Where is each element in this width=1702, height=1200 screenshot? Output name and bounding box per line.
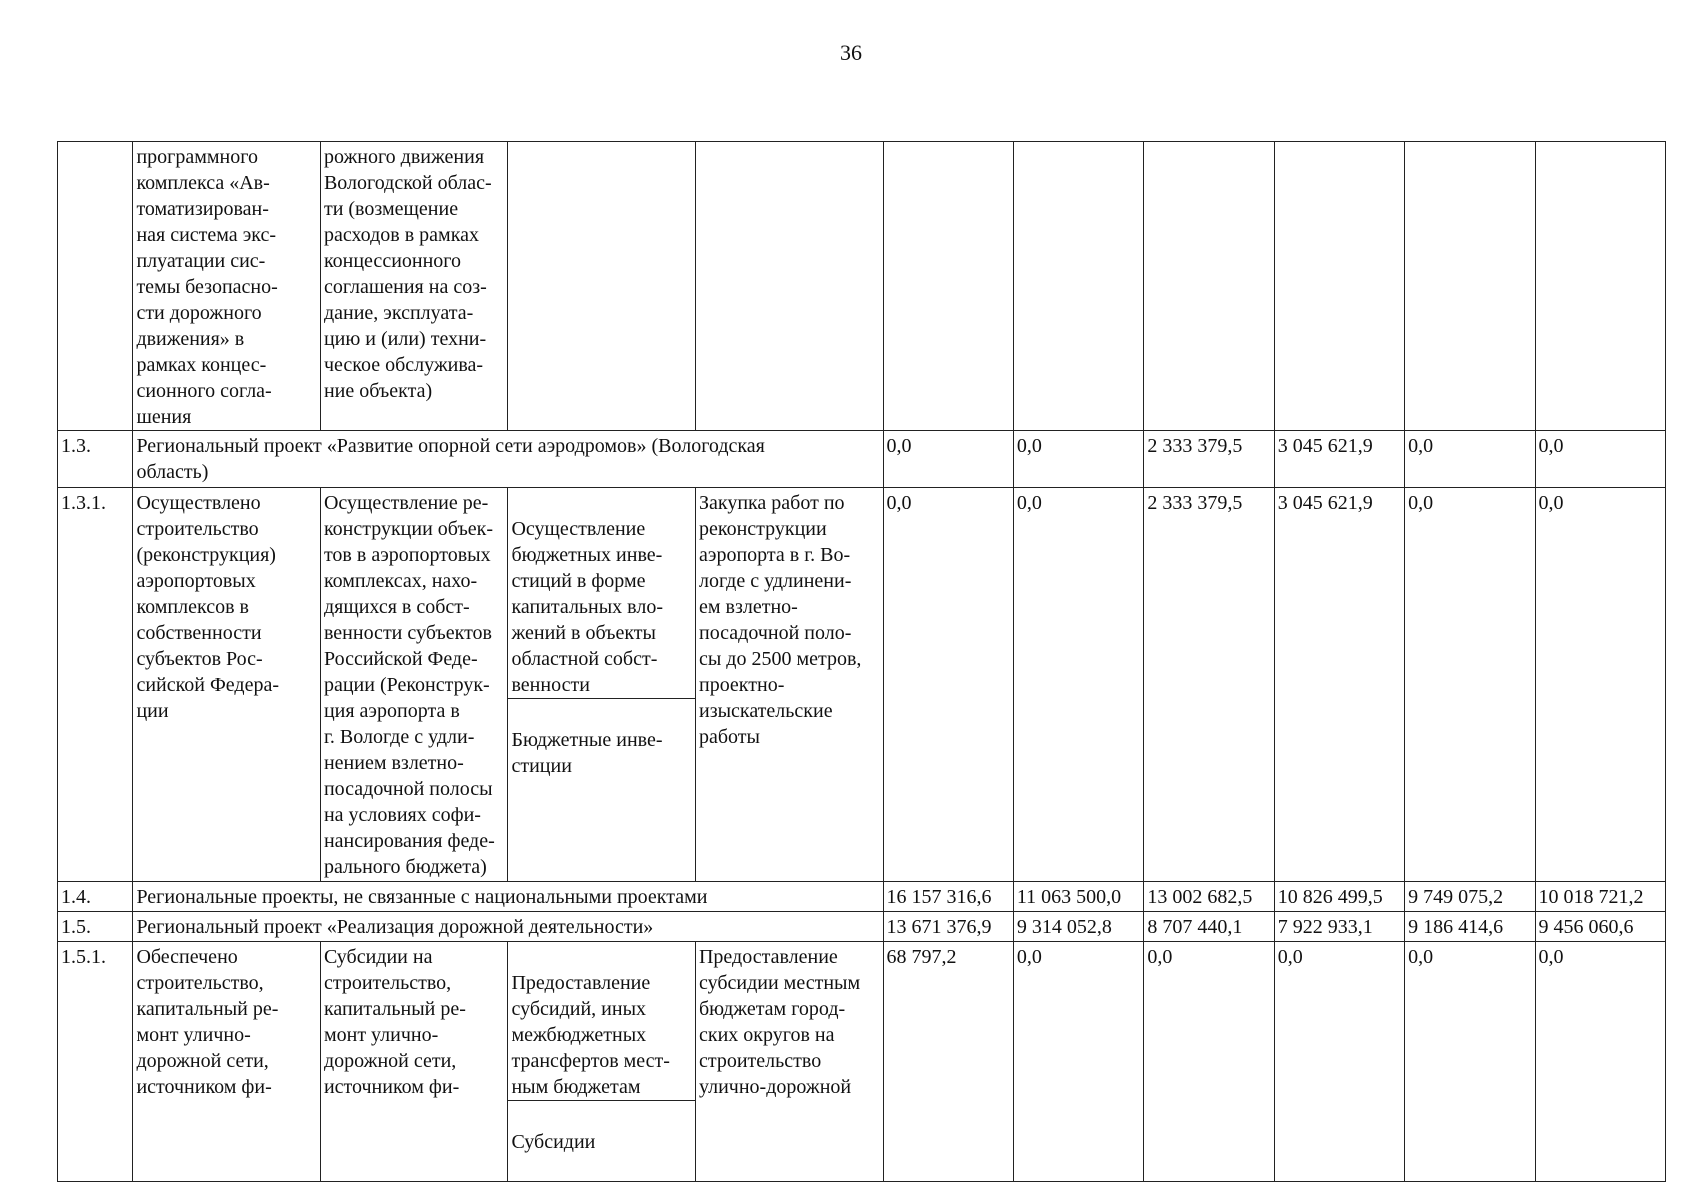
cell-value: 0,0 bbox=[1535, 431, 1665, 488]
cell-value bbox=[1274, 142, 1404, 431]
cell-value: 9 749 075,2 bbox=[1405, 882, 1535, 912]
table-row bbox=[58, 142, 1666, 431]
cell-type bbox=[508, 942, 696, 1182]
cell-value bbox=[883, 142, 1013, 431]
cell-value: 0,0 bbox=[1405, 942, 1535, 1182]
cell-value: 0,0 bbox=[1274, 942, 1404, 1182]
cell-description bbox=[695, 142, 883, 431]
cell-value bbox=[1535, 142, 1665, 431]
cell-result: Обеспечено строительство, капитальный ре- монт улично- дорожной сети, источником фи- bbox=[133, 942, 321, 1182]
cell-title: Региональный проект «Развитие опорной сети аэродромов» (Вологодская область) bbox=[133, 431, 883, 488]
cell-num: 1.5. bbox=[58, 912, 133, 942]
page-number: 36 bbox=[840, 40, 862, 65]
cell-measure: рожного движения Вологодской облас- ти (возмещение расходов в рамках концессионного соглашения на соз- дание, эксплуата- цию и (или) техни- ческое обслужива- ние объекта) bbox=[320, 142, 508, 431]
cell-value: 0,0 bbox=[1013, 431, 1143, 488]
cell-value bbox=[1405, 142, 1535, 431]
cell-value: 2 333 379,5 bbox=[1144, 431, 1274, 488]
budget-table bbox=[57, 141, 1666, 1182]
cell-measure: Осуществление ре- конструкции объек- тов в аэропортовых комплексах, нахо- дящихся в собст- венности субъектов Российской Феде- рации (Реконструк- ция аэропорта в г. Вологде с удли- нением взлетно- посадочной полосы на условиях софи- нансирования феде- рального бюджета) bbox=[320, 488, 508, 882]
cell-value: 11 063 500,0 bbox=[1013, 882, 1143, 912]
cell-value: 0,0 bbox=[883, 431, 1013, 488]
cell-measure: Субсидии на строительство, капитальный ре- монт улично- дорожной сети, источником фи- bbox=[320, 942, 508, 1182]
cell-num: 1.3. bbox=[58, 431, 133, 488]
cell-type-top: Осуществление бюджетных инве- стиций в форме капитальных вло- жений в объекты областной собст- венности bbox=[508, 514, 695, 699]
cell-type-bottom: Бюджетные инве- стиции bbox=[511, 729, 663, 777]
cell-title: Региональный проект «Реализация дорожной деятельности» bbox=[133, 912, 883, 942]
cell-value: 0,0 bbox=[1535, 942, 1665, 1182]
cell-num bbox=[58, 142, 133, 431]
cell-value: 0,0 bbox=[883, 488, 1013, 882]
cell-value: 9 314 052,8 bbox=[1013, 912, 1143, 942]
cell-value: 0,0 bbox=[1013, 488, 1143, 882]
cell-num: 1.4. bbox=[58, 882, 133, 912]
cell-type-bottom: Субсидии bbox=[511, 1131, 596, 1153]
cell-value: 10 018 721,2 bbox=[1535, 882, 1665, 912]
cell-title: Региональные проекты, не связанные с национальными проектами bbox=[133, 882, 883, 912]
table-row bbox=[58, 431, 1666, 488]
cell-value: 8 707 440,1 bbox=[1144, 912, 1274, 942]
table-row bbox=[58, 912, 1666, 942]
cell-type-top: Предоставление субсидий, иных межбюджетных трансфертов мест- ным бюджетам bbox=[508, 968, 695, 1101]
cell-value: 3 045 621,9 bbox=[1274, 488, 1404, 882]
cell-num: 1.3.1. bbox=[58, 488, 133, 882]
cell-type bbox=[508, 488, 696, 882]
cell-value: 2 333 379,5 bbox=[1144, 488, 1274, 882]
cell-value: 9 186 414,6 bbox=[1405, 912, 1535, 942]
cell-result: Осуществлено строительство (реконструкция) аэропортовых комплексов в собственности субъектов Рос- сийской Федера- ции bbox=[133, 488, 321, 882]
table-row bbox=[58, 882, 1666, 912]
cell-description: Закупка работ по реконструкции аэропорта в г. Во- логде с удлинени- ем взлетно- посадочной поло- сы до 2500 метров, проектно- изыскательские работы bbox=[695, 488, 883, 882]
cell-value: 0,0 bbox=[1013, 942, 1143, 1182]
cell-result: программного комплекса «Ав- томатизирован- ная система экс- плуатации сис- темы безопасно- сти дорожного движения» в рамках концес- сионного согла- шения bbox=[133, 142, 321, 431]
cell-value bbox=[1144, 142, 1274, 431]
cell-value: 0,0 bbox=[1405, 488, 1535, 882]
cell-value: 13 671 376,9 bbox=[883, 912, 1013, 942]
cell-value: 0,0 bbox=[1405, 431, 1535, 488]
cell-num: 1.5.1. bbox=[58, 942, 133, 1182]
table-row bbox=[58, 488, 1666, 882]
cell-type bbox=[508, 142, 696, 431]
cell-value: 10 826 499,5 bbox=[1274, 882, 1404, 912]
cell-value: 68 797,2 bbox=[883, 942, 1013, 1182]
cell-value: 13 002 682,5 bbox=[1144, 882, 1274, 912]
cell-description: Предоставление субсидии местным бюджетам город- ских округов на строительство улично-дорожной bbox=[695, 942, 883, 1182]
cell-value: 7 922 933,1 bbox=[1274, 912, 1404, 942]
cell-value: 16 157 316,6 bbox=[883, 882, 1013, 912]
cell-value: 0,0 bbox=[1144, 942, 1274, 1182]
table-row bbox=[58, 942, 1666, 1182]
cell-value: 3 045 621,9 bbox=[1274, 431, 1404, 488]
cell-value bbox=[1013, 142, 1143, 431]
cell-value: 0,0 bbox=[1535, 488, 1665, 882]
cell-value: 9 456 060,6 bbox=[1535, 912, 1665, 942]
